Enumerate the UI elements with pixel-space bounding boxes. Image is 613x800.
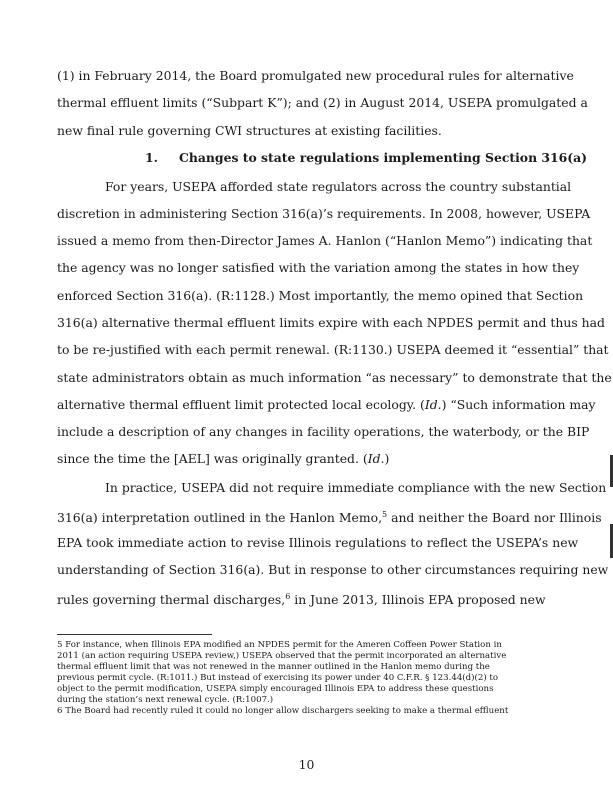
footnote-line: 6 The Board had recently ruled it could no longer allow dischargers seeking to make a thermal effluent [57, 706, 509, 716]
footnote-line: 5 For instance, when Illinois EPA modified an NPDES permit for the Ameren Coffeen Power Station in [57, 640, 502, 650]
section-number: 1. [145, 150, 158, 165]
citation-id: Id. [367, 451, 385, 466]
footnote-ref[interactable]: 5 [382, 510, 388, 519]
body-line [57, 589, 546, 608]
body-line: thermal effluent limits (“Subpart K”); and (2) in August 2014, USEPA promulgated a [57, 95, 588, 110]
body-line: 316(a) alternative thermal effluent limits expire with each NPDES permit and thus had [57, 315, 605, 330]
body-text: 316(a) interpretation outlined in the Hanlon Memo, [57, 510, 383, 526]
section-title: Changes to state regulations implementing Section 316(a) [179, 150, 588, 165]
body-line [57, 397, 596, 413]
body-line: enforced Section 316(a). (R:1128.) Most importantly, the memo opined that Section [57, 288, 584, 303]
body-line: In practice, USEPA did not require immediate compliance with the new Section [105, 480, 607, 495]
body-line: EPA took immediate action to revise Illinois regulations to reflect the USEPA’s new [57, 535, 579, 550]
footnote-ref[interactable]: 6 [285, 592, 291, 601]
body-line: include a description of any changes in facility operations, the waterbody, or the BIP [57, 424, 590, 439]
body-text: and neither the Board nor Illinois [387, 510, 602, 526]
body-text: ) “Such information may [441, 397, 596, 412]
body-line: to be re-justified with each permit renewal. (R:1130.) USEPA deemed it “essential” that [57, 342, 609, 357]
body-line: the agency was no longer satisfied with the variation among the states in how they [57, 260, 580, 275]
footnote-line: during the station’s next renewal cycle. (R:1007.) [57, 695, 274, 705]
footnote-divider [57, 634, 212, 635]
body-line: understanding of Section 316(a). But in response to other circumstances requiring new [57, 562, 609, 577]
body-line: issued a memo from then-Director James A. Hanlon (“Hanlon Memo”) indicating that [57, 233, 593, 248]
footnote-line: object to the permit modification, USEPA simply encouraged Illinois EPA to address these questions [57, 684, 494, 694]
body-line: For years, USEPA afforded state regulators across the country substantial [105, 179, 572, 194]
body-text: ) [384, 451, 390, 466]
body-line: discretion in administering Section 316(a)’s requirements. In 2008, however, USEPA [57, 206, 591, 221]
footnote-line: previous permit cycle. (R:1011.) But instead of exercising its power under 40 C.F.R. § 123.44(d)(2) to [57, 673, 499, 683]
body-line: state administrators obtain as much information “as necessary” to demonstrate that the [57, 370, 612, 385]
body-line [57, 507, 602, 526]
body-text: rules governing thermal discharges, [57, 592, 286, 608]
body-text: in June 2013, Illinois EPA proposed new [290, 592, 546, 608]
body-text: since the time the [AEL] was originally granted. ( [57, 451, 368, 466]
body-line: new final rule governing CWI structures at existing facilities. [57, 123, 442, 138]
body-text: alternative thermal effluent limit protected local ecology. ( [57, 397, 425, 412]
body-line: (1) in February 2014, the Board promulgated new procedural rules for alternative [57, 68, 574, 83]
page-number: 10 [298, 757, 315, 772]
footnote-line: thermal effluent limit that was not renewed in the manner outlined in the Hanlon memo during the [57, 662, 490, 672]
citation-id: Id. [424, 397, 442, 412]
footnote-line: 2011 (an action requiring USEPA review,) USEPA observed that the permit incorporated an alternative [57, 651, 507, 661]
body-line [57, 451, 541, 467]
